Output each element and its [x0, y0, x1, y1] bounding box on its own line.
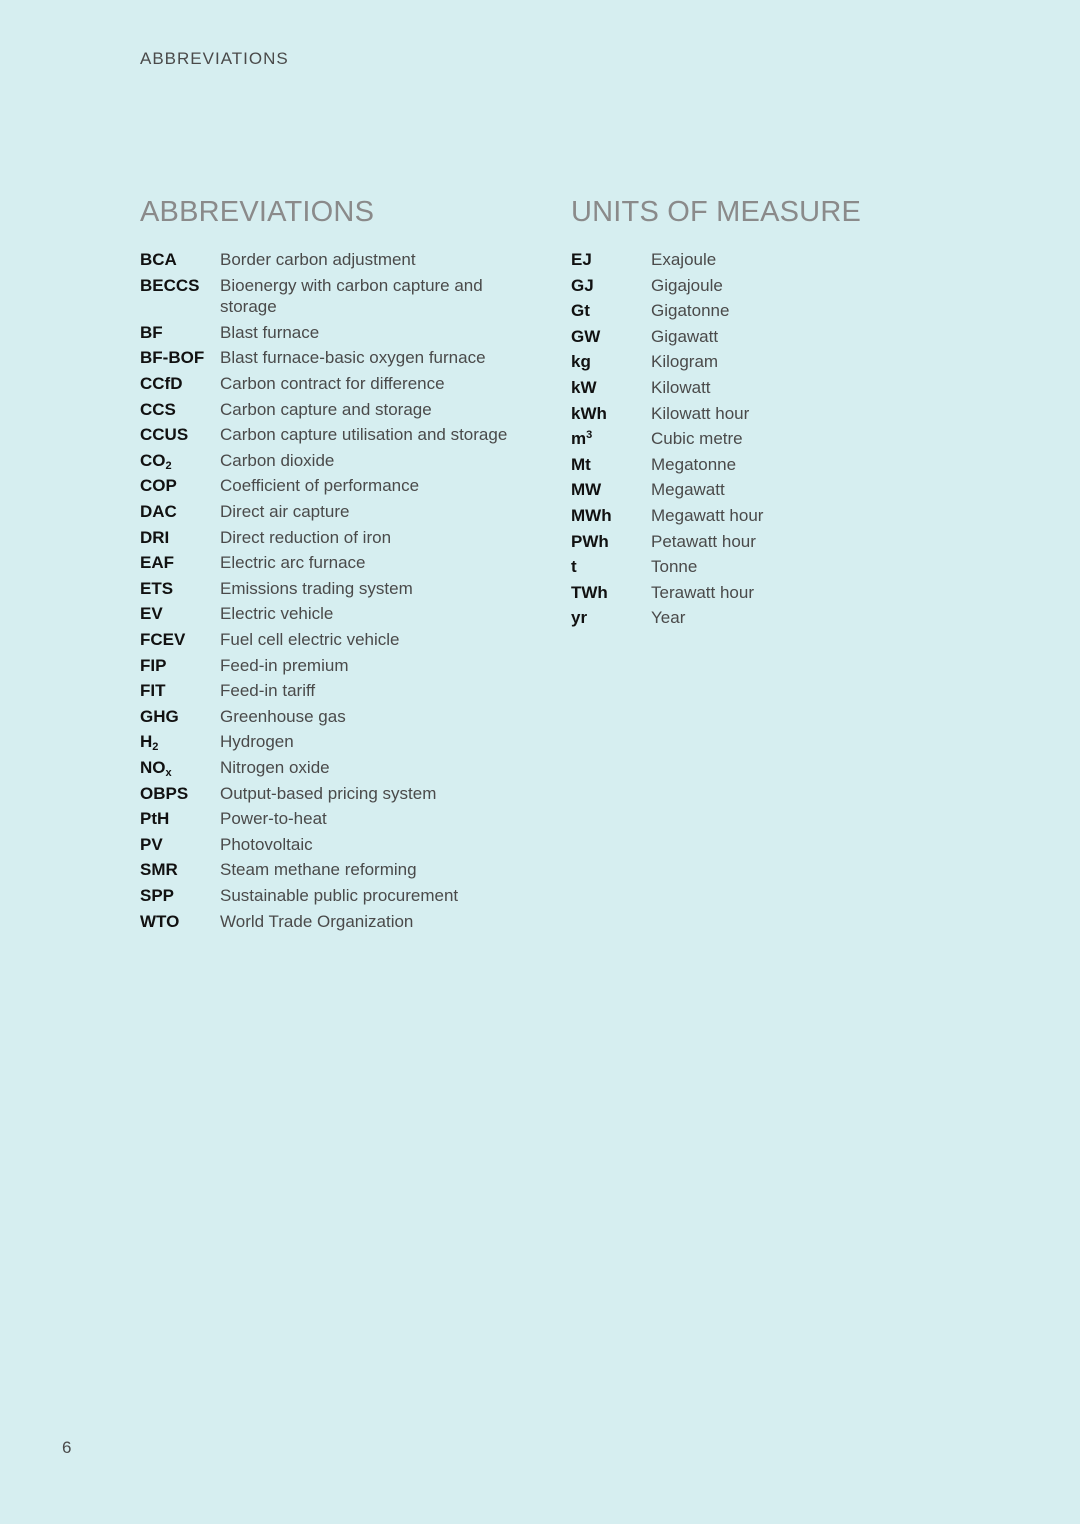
abbreviation-code	[571, 403, 651, 425]
abbreviation-code	[140, 249, 220, 271]
abbreviations-title: ABBREVIATIONS	[140, 196, 375, 228]
code-text: PV	[140, 834, 163, 854]
abbreviation-code	[140, 911, 220, 933]
list-item	[571, 403, 891, 425]
abbreviation-code	[140, 783, 220, 805]
abbreviation-code	[140, 450, 220, 472]
abbreviation-code	[571, 582, 651, 604]
code-text: BECCS	[140, 275, 200, 295]
abbreviation-description: Border carbon adjustment	[220, 250, 416, 269]
list-item	[140, 731, 540, 753]
code-text: t	[571, 557, 577, 577]
code-text: CCS	[140, 399, 176, 419]
code-text: PWh	[571, 531, 609, 551]
code-text: FCEV	[140, 630, 186, 650]
list-item	[140, 475, 540, 497]
list-item	[140, 527, 540, 549]
code-text: EAF	[140, 553, 174, 573]
abbreviation-description: Megatonne	[651, 454, 737, 474]
abbreviation-code	[140, 501, 220, 523]
abbreviation-code	[571, 377, 651, 399]
page-number: 6	[62, 1438, 72, 1457]
abbreviation-description: Carbon dioxide	[220, 450, 335, 470]
abbreviation-code	[140, 603, 220, 625]
abbreviation-description: Nitrogen oxide	[220, 757, 330, 777]
abbreviation-description: Feed-in premium	[220, 655, 349, 675]
abbreviation-code	[140, 424, 220, 446]
list-item	[140, 885, 540, 907]
abbreviation-code	[140, 885, 220, 907]
abbreviation-description: Carbon contract for difference	[220, 374, 445, 394]
abbreviation-code	[571, 275, 651, 297]
code-text: FIP	[140, 655, 167, 675]
code-text: GJ	[571, 275, 594, 295]
list-item	[140, 373, 540, 395]
abbreviation-description: Carbon capture utilisation and storage	[220, 425, 508, 445]
abbreviation-description: Blast furnace-basic oxygen furnace	[220, 348, 486, 368]
list-item	[571, 249, 891, 271]
code-text: DAC	[140, 502, 177, 522]
list-item	[571, 454, 891, 476]
list-item	[140, 424, 540, 446]
abbreviation-description: Gigajoule	[651, 275, 723, 295]
list-item	[140, 680, 540, 702]
abbreviation-description: Exajoule	[651, 250, 717, 269]
abbreviation-description: Gigatonne	[651, 301, 730, 321]
abbreviation-description: Petawatt hour	[651, 531, 756, 551]
abbreviation-description: Kilogram	[651, 352, 719, 372]
list-item	[571, 351, 891, 373]
abbreviation-description: Output-based pricing system	[220, 783, 437, 803]
list-item	[571, 377, 891, 399]
abbreviation-description: Kilowatt	[651, 377, 711, 397]
abbreviation-description: Year	[651, 608, 686, 628]
abbreviation-code	[140, 731, 220, 753]
code-text: PtH	[140, 809, 170, 829]
list-item	[140, 808, 540, 830]
abbreviation-description: Emissions trading system	[220, 578, 413, 598]
abbreviation-description: Cubic metre	[651, 429, 743, 449]
abbreviation-code	[140, 475, 220, 497]
list-item	[140, 706, 540, 728]
abbreviation-description: Photovoltaic	[220, 834, 313, 854]
abbreviation-code	[571, 351, 651, 373]
abbreviation-description: Gigawatt	[651, 326, 719, 346]
code-text: OBPS	[140, 783, 189, 803]
abbreviation-code	[140, 527, 220, 549]
abbreviation-code	[571, 531, 651, 553]
list-item	[140, 450, 540, 472]
abbreviation-code	[571, 556, 651, 578]
code-text: CCUS	[140, 425, 189, 445]
abbreviation-code	[571, 249, 651, 271]
code-text: Mt	[571, 454, 591, 474]
code-text: EJ	[571, 250, 592, 269]
abbreviation-description: Steam methane reforming	[220, 860, 417, 880]
list-item	[571, 582, 891, 604]
abbreviation-code	[140, 373, 220, 395]
abbreviation-code	[571, 428, 651, 450]
code-text: SPP	[140, 885, 175, 905]
abbreviation-code	[140, 552, 220, 574]
code-text: CO	[140, 450, 166, 470]
superscript: 3	[586, 429, 593, 442]
code-text: TWh	[571, 582, 608, 602]
code-text: WTO	[140, 911, 180, 931]
abbreviation-description: Electric vehicle	[220, 604, 334, 624]
abbreviation-description: Terawatt hour	[651, 582, 754, 602]
abbreviation-code	[140, 680, 220, 702]
abbreviation-code	[140, 757, 220, 779]
code-text: GW	[571, 326, 601, 346]
subscript: x	[165, 766, 172, 779]
abbreviation-description: Tonne	[651, 557, 698, 577]
abbreviation-code	[140, 322, 220, 344]
code-text: GHG	[140, 706, 179, 726]
list-item	[140, 249, 540, 271]
code-text: ETS	[140, 578, 174, 598]
list-item	[140, 655, 540, 677]
running-header: ABBREVIATIONS	[140, 49, 289, 68]
abbreviation-description: World Trade Organization	[220, 911, 414, 931]
abbreviation-code	[571, 479, 651, 501]
list-item	[571, 428, 891, 450]
list-item	[140, 629, 540, 651]
abbreviation-description: Bioenergy with carbon capture and storage	[220, 275, 483, 317]
list-item	[571, 556, 891, 578]
list-item	[571, 300, 891, 322]
abbreviation-description: Feed-in tariff	[220, 681, 316, 701]
list-item	[571, 531, 891, 553]
abbreviation-code	[140, 578, 220, 600]
list-item	[140, 501, 540, 523]
abbreviation-description: Power-to-heat	[220, 809, 327, 829]
abbreviation-description: Kilowatt hour	[651, 403, 750, 423]
abbreviation-code	[571, 454, 651, 476]
abbreviation-code	[140, 347, 220, 369]
subscript: 2	[152, 741, 159, 754]
list-item	[140, 552, 540, 574]
list-item	[140, 783, 540, 805]
abbreviation-code	[571, 326, 651, 348]
abbreviation-code	[140, 655, 220, 677]
abbreviation-description: Greenhouse gas	[220, 706, 346, 726]
abbreviation-code	[140, 629, 220, 651]
abbreviation-code	[571, 607, 651, 629]
list-item	[140, 347, 540, 369]
abbreviation-code	[140, 706, 220, 728]
list-item	[140, 322, 540, 344]
abbreviation-code	[140, 834, 220, 856]
code-text: DRI	[140, 527, 170, 547]
abbreviation-description: Megawatt hour	[651, 505, 764, 525]
code-text: H	[140, 732, 153, 752]
abbreviation-description: Electric arc furnace	[220, 553, 366, 573]
list-item	[571, 326, 891, 348]
abbreviations-list	[140, 249, 540, 936]
abbreviation-description: Sustainable public procurement	[220, 885, 459, 905]
units-list	[571, 249, 891, 633]
code-text: EV	[140, 604, 163, 624]
list-item	[140, 603, 540, 625]
code-text: BCA	[140, 250, 177, 269]
code-text: kW	[571, 377, 597, 397]
code-text: BF	[140, 322, 163, 342]
code-text: SMR	[140, 860, 178, 880]
code-text: Gt	[571, 301, 590, 321]
code-text: m	[571, 429, 587, 449]
abbreviation-description: Carbon capture and storage	[220, 399, 432, 419]
list-item	[140, 275, 540, 318]
code-text: MWh	[571, 505, 612, 525]
abbreviation-description: Coefficient of performance	[220, 476, 420, 496]
list-item	[571, 275, 891, 297]
abbreviation-description: Blast furnace	[220, 322, 320, 342]
abbreviation-code	[571, 300, 651, 322]
list-item	[571, 607, 891, 629]
code-text: kWh	[571, 403, 607, 423]
code-text: kg	[571, 352, 591, 372]
code-text: CCfD	[140, 374, 183, 394]
code-text: COP	[140, 476, 177, 496]
code-text: yr	[571, 608, 588, 628]
code-text: NO	[140, 757, 166, 777]
list-item	[571, 505, 891, 527]
list-item	[140, 578, 540, 600]
abbreviation-code	[140, 275, 220, 297]
list-item	[140, 911, 540, 933]
code-text: MW	[571, 480, 602, 500]
abbreviation-code	[140, 859, 220, 881]
abbreviation-description: Megawatt	[651, 480, 725, 500]
list-item	[140, 757, 540, 779]
abbreviation-description: Fuel cell electric vehicle	[220, 630, 400, 650]
units-title: UNITS OF MEASURE	[571, 196, 861, 228]
abbreviation-description: Direct air capture	[220, 502, 350, 522]
abbreviation-description: Hydrogen	[220, 732, 294, 752]
abbreviation-description: Direct reduction of iron	[220, 527, 392, 547]
list-item	[571, 479, 891, 501]
abbreviation-code	[571, 505, 651, 527]
abbreviation-code	[140, 399, 220, 421]
list-item	[140, 859, 540, 881]
list-item	[140, 399, 540, 421]
abbreviation-code	[140, 808, 220, 830]
code-text: BF-BOF	[140, 348, 205, 368]
code-text: FIT	[140, 681, 166, 701]
list-item	[140, 834, 540, 856]
subscript: 2	[165, 459, 172, 472]
